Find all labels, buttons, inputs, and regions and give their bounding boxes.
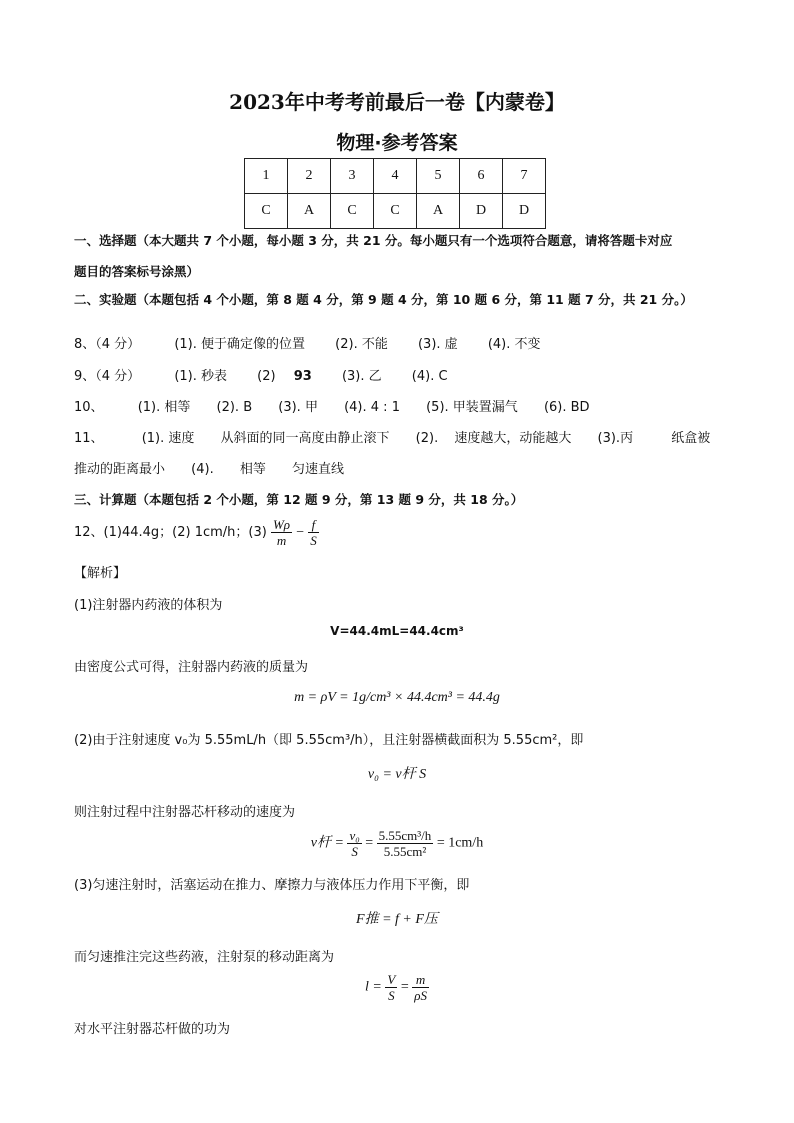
q11-answer-3c: 推动的距离最小 <box>74 462 166 477</box>
fraction-denominator: m <box>276 533 287 548</box>
q9-label: 9、（4 分） <box>74 369 141 384</box>
formula-4 <box>0 828 794 859</box>
table-cell: 1 <box>245 159 288 194</box>
page-subtitle: 物理·参考答案 <box>336 132 458 154</box>
fraction-denominator: S <box>388 988 395 1003</box>
answer-table <box>244 158 546 229</box>
q11-answer-4c: 匀速直线 <box>292 462 345 477</box>
q11-line1 <box>74 427 710 446</box>
q12-fraction-2 <box>308 517 319 548</box>
paragraph-5: (3)匀速注射时，活塞运动在推力、摩擦力与液体压力作用下平衡，即 <box>74 878 470 893</box>
table-cell: 4 <box>374 159 417 194</box>
q12-fraction-1 <box>271 517 292 548</box>
fraction-denominator: ρS <box>414 988 427 1003</box>
q10-label: 10、 <box>74 400 104 415</box>
table-cell: A <box>288 194 331 229</box>
formula-6-lhs: l = <box>365 979 382 995</box>
fraction-numerator: m <box>412 972 429 988</box>
q9-answer-2-value: 93 <box>293 369 312 384</box>
q10-answer-4: (4). 4 : 1 <box>344 400 400 415</box>
q9-answer-1: (1). 秒表 <box>174 369 228 384</box>
q8-answer-3: (3). 虚 <box>417 337 458 352</box>
q11-line2 <box>74 458 344 477</box>
formula-3: v₀ = v杆 S <box>367 767 427 782</box>
q8-answer-1: (1). 便于确定像的位置 <box>174 337 306 352</box>
q10-answer-6: (6). BD <box>543 400 590 415</box>
table-cell: D <box>460 194 503 229</box>
paragraph-6: 而匀速推注完这些药液，注射泵的移动距离为 <box>74 950 335 965</box>
paragraph-7: 对水平注射器芯杆做的功为 <box>74 1022 231 1037</box>
q12-answer-line <box>74 517 319 548</box>
q11-answer-1b: 从斜面的同一高度由静止滚下 <box>220 431 390 446</box>
fraction-numerator: Wρ <box>272 517 291 532</box>
formula-4-result: = 1cm/h <box>436 835 484 851</box>
table-cell: 3 <box>331 159 374 194</box>
q11-answer-3b: 纸盒被 <box>671 431 711 446</box>
table-cell: 2 <box>288 159 331 194</box>
q11-answer-2: (2). <box>415 431 439 446</box>
answer-table-numbers-row <box>245 159 546 194</box>
formula-4-fraction-2 <box>377 828 434 859</box>
formula-4-equals-1: = <box>365 835 374 851</box>
fraction-numerator: f <box>308 517 319 533</box>
table-cell: 6 <box>460 159 503 194</box>
q8-line <box>74 333 541 352</box>
paragraph-4: 则注射过程中注射器芯杆移动的速度为 <box>74 805 296 820</box>
section1-heading-line1: 一、选择题（本大题共 7 个小题，每小题 3 分，共 21 分。每小题只有一个选项符合题意，请将答题卡对应 <box>74 233 673 248</box>
table-cell: 7 <box>503 159 546 194</box>
table-cell: C <box>374 194 417 229</box>
table-cell: 5 <box>417 159 460 194</box>
q12-minus: − <box>296 525 305 540</box>
formula-6-equals: = <box>400 979 409 995</box>
table-cell: C <box>245 194 288 229</box>
fraction-numerator: v₀ <box>349 828 360 843</box>
q9-line <box>74 365 448 384</box>
table-cell: A <box>417 194 460 229</box>
paragraph-2: 由密度公式可得，注射器内药液的质量为 <box>74 660 309 675</box>
formula-5: F推 = f + F压 <box>356 912 438 927</box>
q8-answer-4: (4). 不变 <box>487 337 541 352</box>
paragraph-1: (1)注射器内药液的体积为 <box>74 598 223 613</box>
q9-answer-2-label: (2) <box>257 369 276 384</box>
q11-answer-4: (4). <box>191 462 214 477</box>
q10-answer-2: (2). B <box>216 400 253 415</box>
fraction-denominator: S <box>310 533 317 548</box>
formula-4-lhs: v杆 = <box>310 835 344 851</box>
q11-answer-3: (3).丙 <box>597 431 634 446</box>
section2-heading: 二、实验题（本题包括 4 个小题，第 8 题 4 分，第 9 题 4 分，第 10 题 6 分，第 11 题 7 分，共 21 分。） <box>74 292 693 307</box>
fraction-denominator: 5.55cm² <box>383 844 427 859</box>
q10-answer-1: (1). 相等 <box>137 400 191 415</box>
q11-answer-4b: 相等 <box>239 462 266 477</box>
q11-answer-1: (1). 速度 <box>141 431 195 446</box>
q11-label: 11、 <box>74 431 104 446</box>
answer-table-answers-row <box>245 194 546 229</box>
fraction-numerator: V <box>387 972 396 987</box>
q10-answer-5: (5). 甲装置漏气 <box>426 400 518 415</box>
formula-2: m = ρV = 1g/cm³ × 44.4cm³ = 44.4g <box>294 690 500 705</box>
fraction-numerator: 5.55cm³/h <box>378 828 432 843</box>
formula-4-fraction-1 <box>347 828 361 859</box>
page-title: 2023年中考考前最后一卷【内蒙卷】 <box>229 90 565 114</box>
formula-6-fraction-1 <box>385 972 397 1003</box>
q8-label: 8、（4 分） <box>74 337 141 352</box>
q11-answer-2b: 速度越大，动能越大 <box>454 431 572 446</box>
section1-heading-line2: 题目的答案标号涂黑） <box>74 264 200 279</box>
table-cell: C <box>331 194 374 229</box>
section3-heading: 三、计算题（本题包括 2 个小题，第 12 题 9 分，第 13 题 9 分，共 18 分。） <box>74 492 524 507</box>
q10-answer-3: (3). 甲 <box>278 400 318 415</box>
fraction-denominator: S <box>351 844 358 859</box>
table-cell: D <box>503 194 546 229</box>
formula-1: V=44.4mL=44.4cm³ <box>330 624 464 638</box>
formula-6 <box>0 972 794 1003</box>
analysis-label: 【解析】 <box>74 566 127 581</box>
q9-answer-4: (4). C <box>411 369 448 384</box>
q8-answer-2: (2). 不能 <box>335 337 388 352</box>
q10-line <box>74 396 590 415</box>
paragraph-3: (2)由于注射速度 v₀为 5.55mL/h（即 5.55cm³/h），且注射器横截面积为 5.55cm²，即 <box>74 733 584 748</box>
q9-answer-3: (3). 乙 <box>341 369 382 384</box>
formula-6-fraction-2 <box>412 972 429 1003</box>
q12-answer-prefix: 12、(1)44.4g；(2) 1cm/h；(3) <box>74 525 267 540</box>
